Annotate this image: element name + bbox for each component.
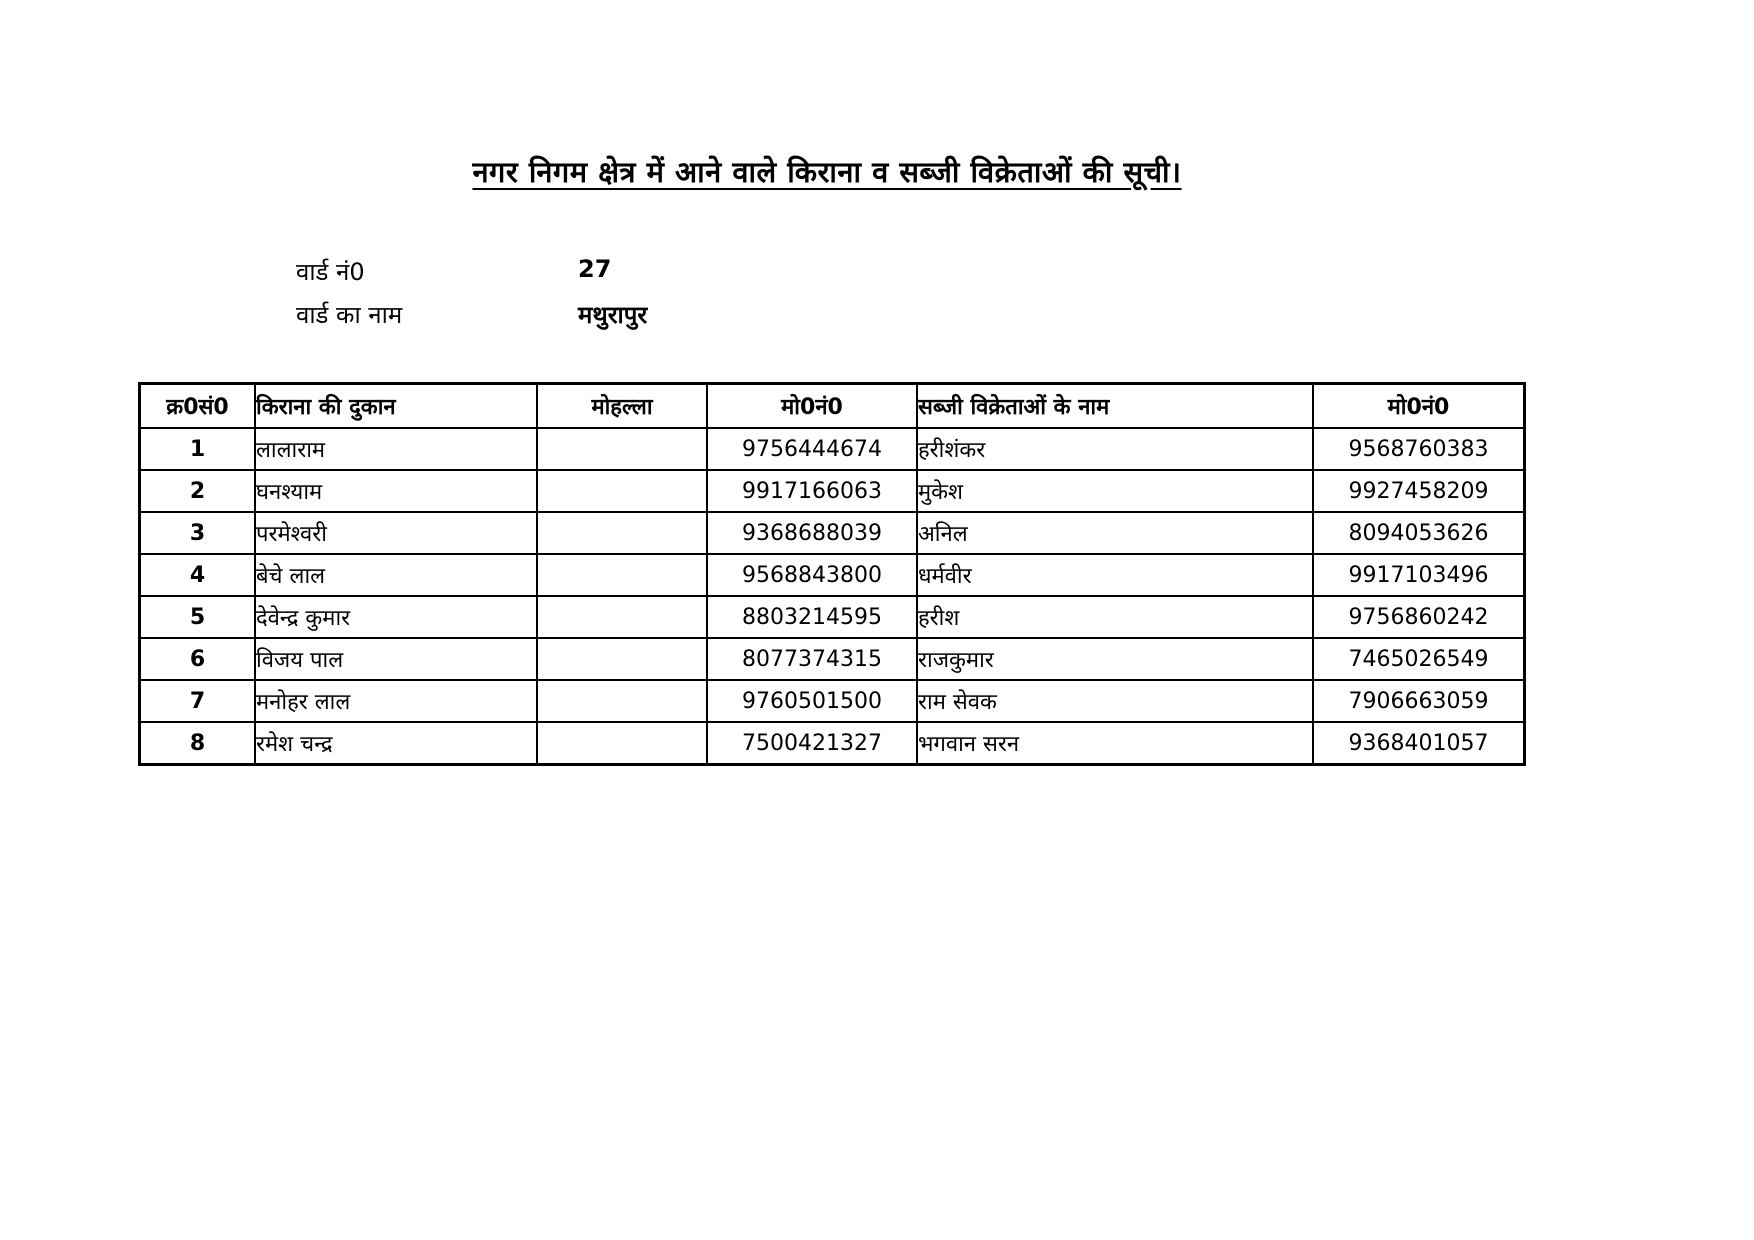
cell-mobile-1: 8077374315 — [707, 638, 917, 680]
cell-serial: 6 — [140, 638, 256, 680]
ward-number-value: 27 — [578, 255, 612, 283]
cell-mobile-2: 7906663059 — [1313, 680, 1525, 722]
table-row — [140, 638, 1525, 680]
cell-mobile-2: 8094053626 — [1313, 512, 1525, 554]
cell-mobile-1: 9760501500 — [707, 680, 917, 722]
cell-grocery-shop: रमेश चन्द्र — [255, 722, 537, 765]
cell-mohalla — [537, 680, 707, 722]
cell-vegetable-vendor: राजकुमार — [917, 638, 1313, 680]
cell-mohalla — [537, 470, 707, 512]
page-title: नगर निगम क्षेत्र में आने वाले किराना व सब्जी विक्रेताओं की सूची। — [472, 155, 1182, 189]
cell-vegetable-vendor: हरीशंकर — [917, 428, 1313, 470]
cell-mobile-2: 9368401057 — [1313, 722, 1525, 765]
cell-vegetable-vendor: धर्मवीर — [917, 554, 1313, 596]
cell-mobile-1: 8803214595 — [707, 596, 917, 638]
cell-mohalla — [537, 722, 707, 765]
cell-mobile-1: 9368688039 — [707, 512, 917, 554]
cell-mobile-1: 9917166063 — [707, 470, 917, 512]
cell-mohalla — [537, 638, 707, 680]
cell-serial: 8 — [140, 722, 256, 765]
table-row — [140, 680, 1525, 722]
cell-grocery-shop: मनोहर लाल — [255, 680, 537, 722]
cell-vegetable-vendor: भगवान सरन — [917, 722, 1313, 765]
ward-name-value: मथुरापुर — [578, 301, 648, 329]
cell-grocery-shop: बेचे लाल — [255, 554, 537, 596]
cell-grocery-shop: घनश्याम — [255, 470, 537, 512]
cell-mobile-2: 7465026549 — [1313, 638, 1525, 680]
cell-mobile-1: 7500421327 — [707, 722, 917, 765]
ward-number-row — [296, 255, 611, 288]
table-row — [140, 596, 1525, 638]
header-mohalla: मोहल्ला — [537, 384, 707, 429]
ward-number-label: वार्ड नं0 — [296, 258, 365, 286]
cell-mobile-2: 9917103496 — [1313, 554, 1525, 596]
cell-mobile-1: 9756444674 — [707, 428, 917, 470]
table-row — [140, 554, 1525, 596]
cell-mohalla — [537, 596, 707, 638]
vendor-table — [138, 382, 1526, 766]
table-row — [140, 512, 1525, 554]
cell-serial: 2 — [140, 470, 256, 512]
cell-grocery-shop: लालाराम — [255, 428, 537, 470]
table-row — [140, 722, 1525, 765]
header-serial: क्र0सं0 — [140, 384, 256, 429]
cell-grocery-shop: विजय पाल — [255, 638, 537, 680]
cell-grocery-shop: देवेन्द्र कुमार — [255, 596, 537, 638]
cell-serial: 7 — [140, 680, 256, 722]
cell-mobile-2: 9756860242 — [1313, 596, 1525, 638]
cell-mobile-2: 9927458209 — [1313, 470, 1525, 512]
cell-mohalla — [537, 428, 707, 470]
ward-name-row — [296, 298, 647, 331]
header-grocery-shop: किराना की दुकान — [255, 384, 537, 429]
ward-name-label: वार्ड का नाम — [296, 301, 403, 329]
cell-mobile-1: 9568843800 — [707, 554, 917, 596]
table-row — [140, 470, 1525, 512]
cell-vegetable-vendor: राम सेवक — [917, 680, 1313, 722]
cell-serial: 4 — [140, 554, 256, 596]
table-header-row — [140, 384, 1525, 429]
cell-vegetable-vendor: मुकेश — [917, 470, 1313, 512]
header-vegetable-vendor: सब्जी विक्रेताओं के नाम — [917, 384, 1313, 429]
cell-mohalla — [537, 554, 707, 596]
cell-mohalla — [537, 512, 707, 554]
header-mobile-2: मो0नं0 — [1313, 384, 1525, 429]
cell-vegetable-vendor: हरीश — [917, 596, 1313, 638]
cell-serial: 3 — [140, 512, 256, 554]
header-mobile-1: मो0नं0 — [707, 384, 917, 429]
cell-vegetable-vendor: अनिल — [917, 512, 1313, 554]
table-row — [140, 428, 1525, 470]
cell-serial: 1 — [140, 428, 256, 470]
cell-mobile-2: 9568760383 — [1313, 428, 1525, 470]
cell-serial: 5 — [140, 596, 256, 638]
cell-grocery-shop: परमेश्वरी — [255, 512, 537, 554]
